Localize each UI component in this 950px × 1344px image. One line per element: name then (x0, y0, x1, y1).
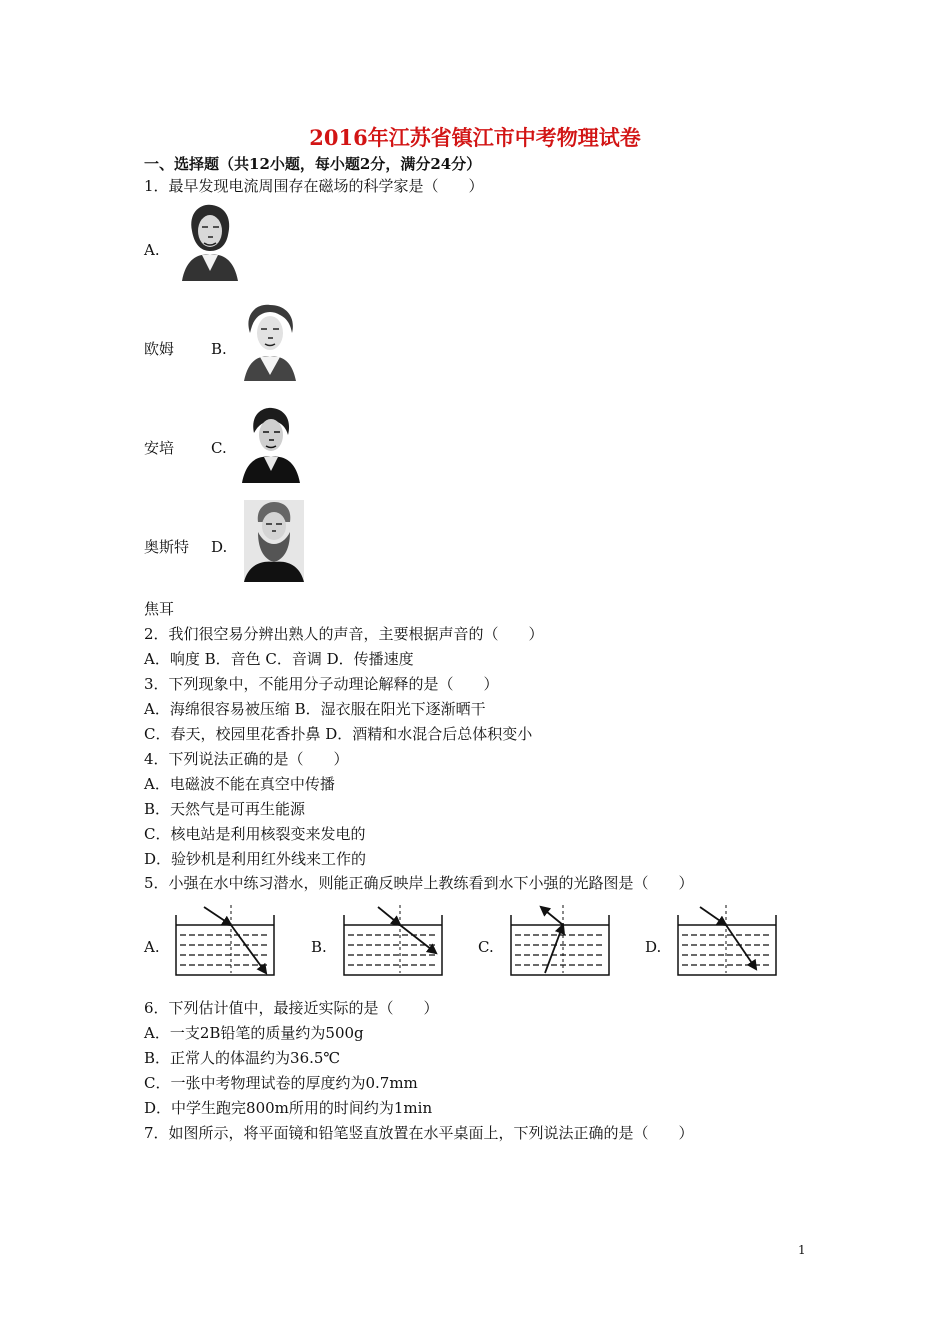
q3-stem: 3．下列现象中，不能用分子动理论解释的是（ ） (144, 675, 499, 693)
exam-title: 2016年江苏省镇江市中考物理试卷 (309, 125, 641, 150)
q1-option-c-name: 奥斯特 (144, 538, 190, 556)
q7-stem: 7．如图所示，将平面镜和铅笔竖直放置在水平桌面上，下列说法正确的是（ ） (144, 1124, 694, 1142)
q1-option-c-label: C. (211, 439, 227, 457)
q3-options-2: C．春天，校园里花香扑鼻 D．酒精和水混合后总体积变小 (144, 725, 533, 743)
q6-option-b: B．正常人的体温约为36.5℃ (144, 1049, 341, 1067)
q4-option-b: B．天然气是可再生能源 (144, 800, 306, 818)
section-heading: 一、选择题（共12小题，每小题2分，满分24分） (144, 155, 482, 173)
q4-option-d: D．验钞机是利用红外线来工作的 (144, 850, 367, 868)
q4-option-a: A．电磁波不能在真空中传播 (144, 775, 335, 793)
q5-stem: 5．小强在水中练习潜水，则能正确反映岸上教练看到水下小强的光路图是（ ） (144, 874, 694, 892)
q4-stem: 4．下列说法正确的是（ ） (144, 750, 349, 768)
oersted-portrait (242, 405, 300, 483)
q1-option-b-label: B. (211, 340, 227, 358)
q1-option-b-name: 安培 (144, 439, 175, 457)
q1-option-a-name: 欧姆 (144, 340, 175, 358)
q6-option-a: A．一支2B铅笔的质量约为500g (144, 1024, 364, 1042)
q6-option-c: C．一张中考物理试卷的厚度约为0.7mm (144, 1074, 418, 1092)
q5-option-b-label: B. (311, 938, 327, 956)
q5-diagram-d (672, 903, 780, 979)
q5-option-c-label: C. (478, 938, 494, 956)
q1-option-d-label: D. (211, 538, 228, 556)
q3-options-1: A．海绵很容易被压缩 B．湿衣服在阳光下逐渐晒干 (144, 700, 486, 718)
q2-stem: 2．我们很空易分辨出熟人的声音，主要根据声音的（ ） (144, 625, 544, 643)
q2-options: A．响度 B．音色 C．音调 D．传播速度 (144, 650, 414, 668)
ampere-portrait (240, 301, 300, 381)
q1-option-a-label: A. (144, 241, 160, 259)
q5-option-a-label: A. (144, 938, 160, 956)
joule-portrait (244, 500, 304, 582)
q5-diagram-a (170, 903, 278, 979)
q6-stem: 6．下列估计值中，最接近实际的是（ ） (144, 999, 439, 1017)
q5-diagram-b (338, 903, 446, 979)
q1-stem: 1．最早发现电流周围存在磁场的科学家是（ ） (144, 177, 484, 195)
q4-option-c: C．核电站是利用核裂变来发电的 (144, 825, 366, 843)
q6-option-d: D．中学生跑完800m所用的时间约为1min (144, 1099, 433, 1117)
q5-option-d-label: D. (645, 938, 662, 956)
q5-diagram-c (505, 903, 613, 979)
ohm-portrait (180, 201, 240, 281)
page-number: 1 (798, 1243, 806, 1257)
q1-option-d-name: 焦耳 (144, 600, 175, 618)
